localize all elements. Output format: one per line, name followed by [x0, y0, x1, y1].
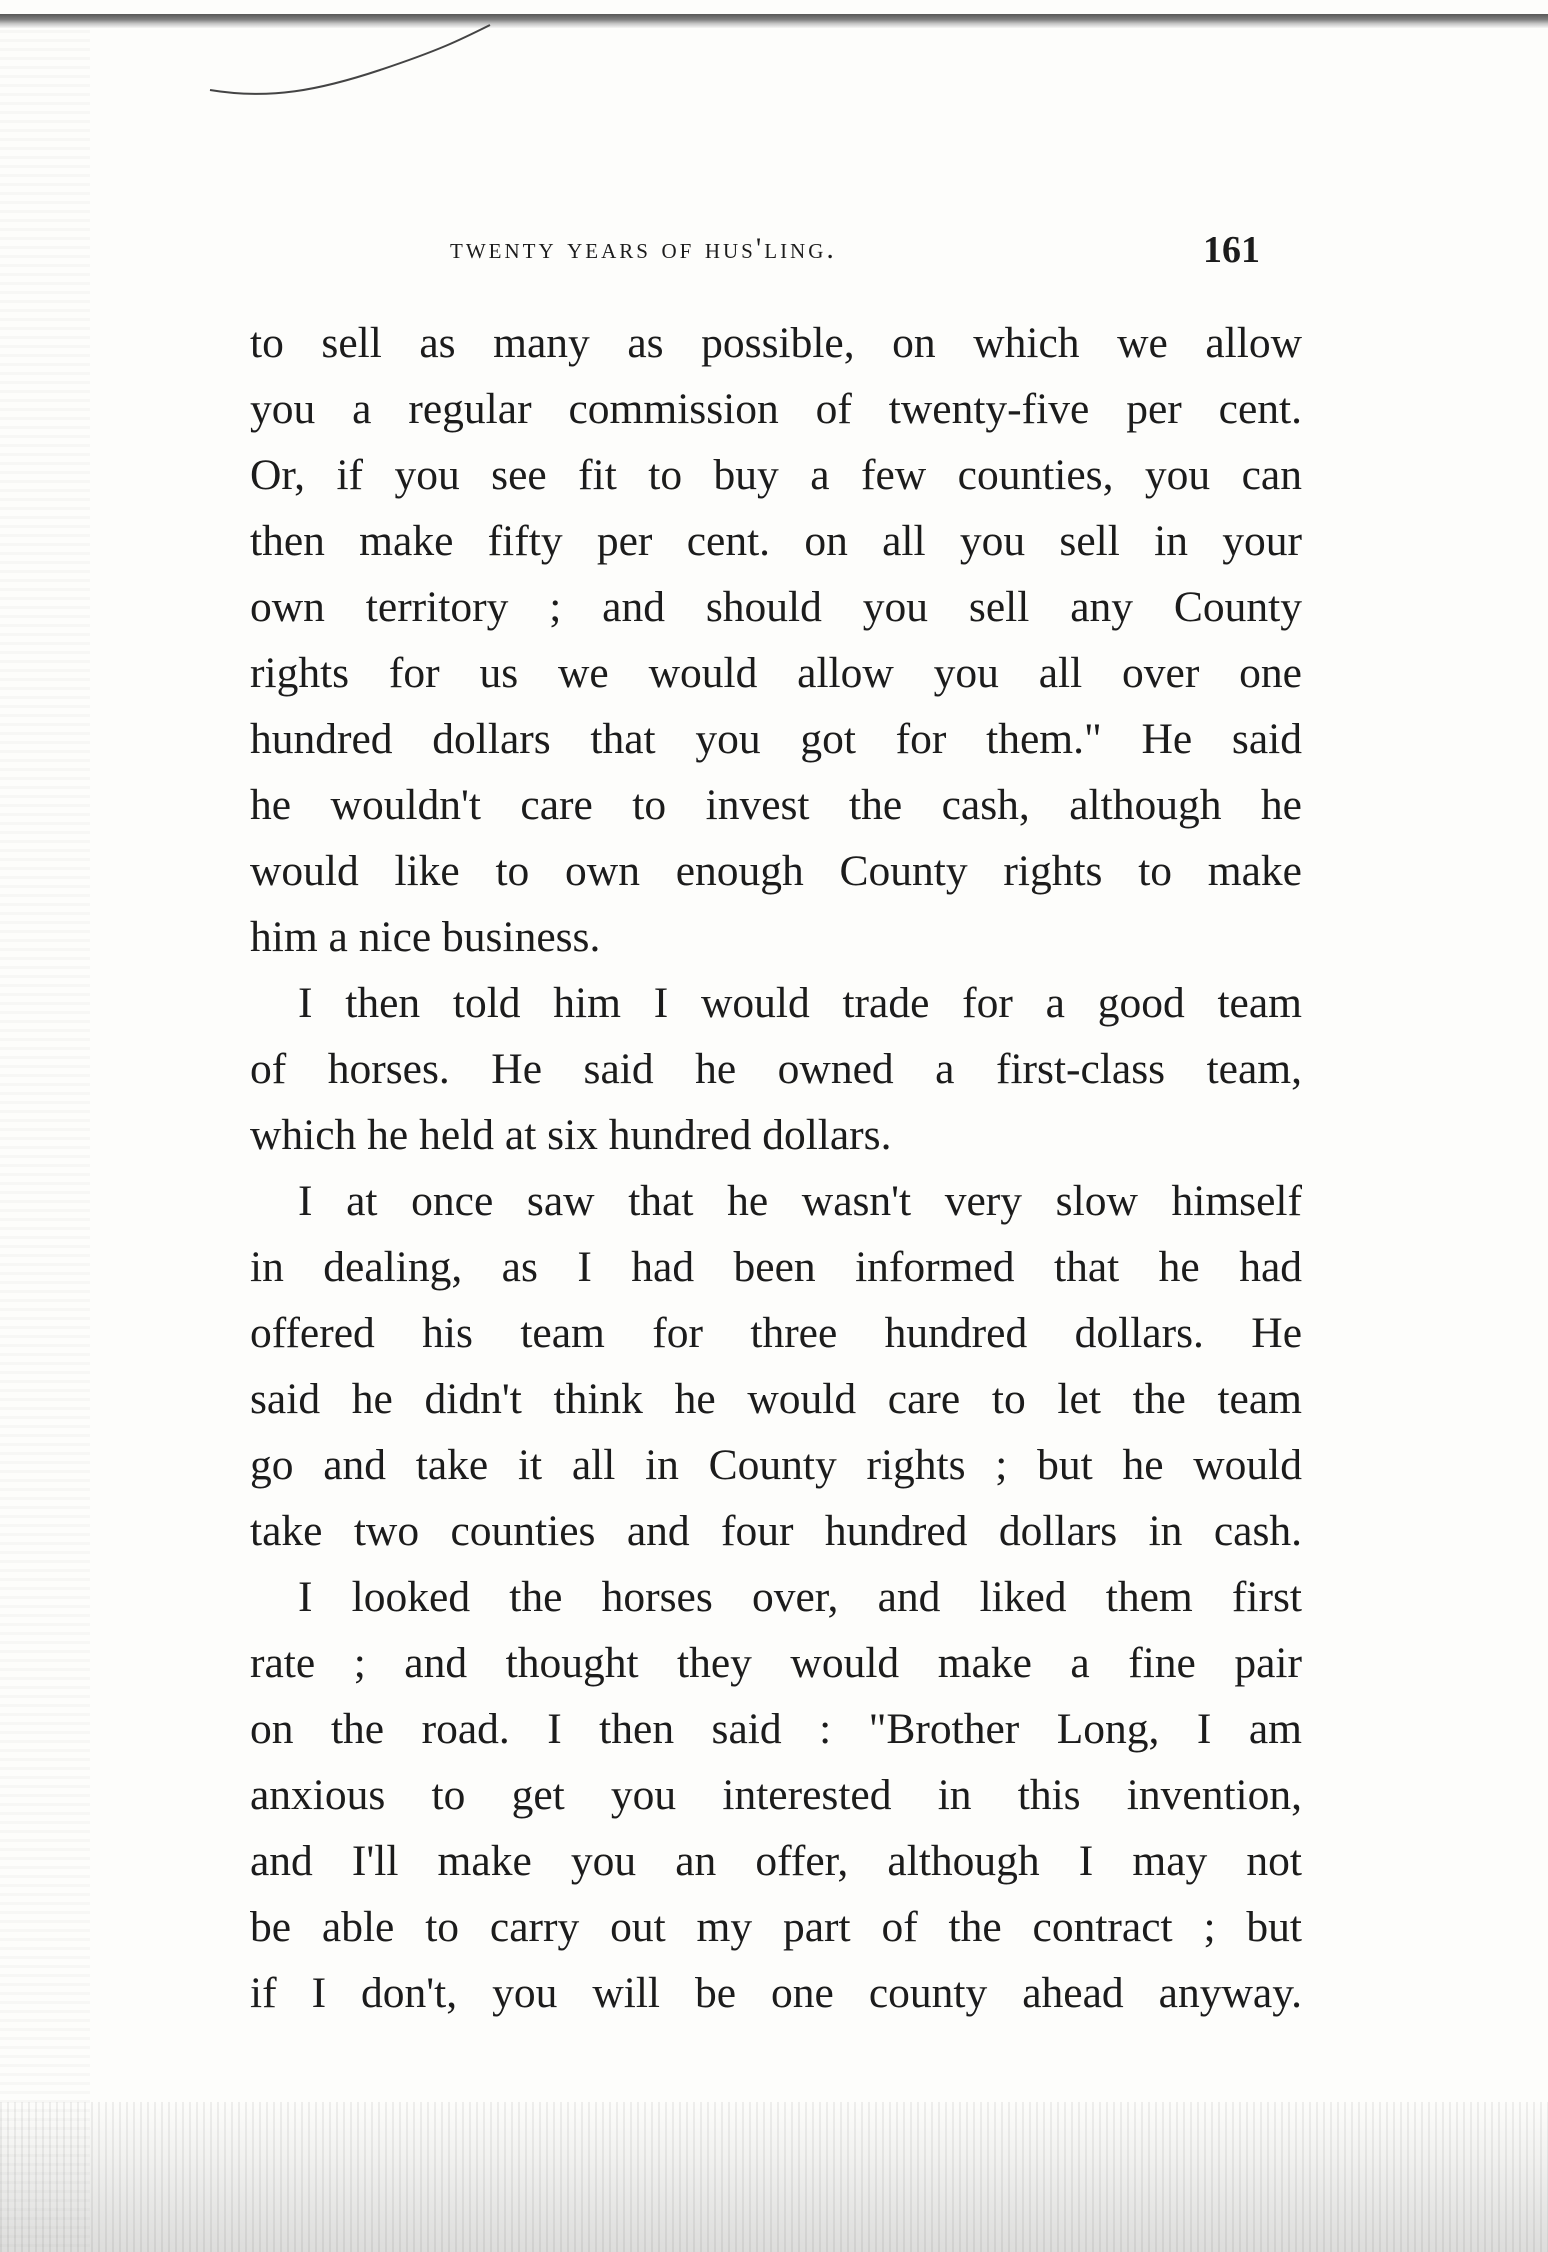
text-line: take two counties and four hundred dollars in cash.	[250, 1507, 1302, 1555]
text-line: you a regular commission of twenty-five per cent.	[250, 385, 1302, 433]
running-head	[250, 229, 1300, 282]
text-line: offered his team for three hundred dollars. He	[250, 1309, 1302, 1357]
text-line: on the road. I then said : "Brother Long, I am	[250, 1705, 1302, 1753]
text-line: if I don't, you will be one county ahead anyway.	[250, 1969, 1302, 2017]
text-line: I then told him I would trade for a good team	[298, 979, 1302, 1027]
scan-left-edge	[0, 30, 90, 2250]
text-line: him a nice business.	[250, 913, 601, 961]
text-line: of horses. He said he owned a first-class team,	[250, 1045, 1302, 1093]
text-line: be able to carry out my part of the contract ; but	[250, 1903, 1302, 1951]
page-number: 161	[1203, 229, 1260, 271]
text-line: to sell as many as possible, on which we allow	[250, 319, 1302, 367]
text-line: rights for us we would allow you all over one	[250, 649, 1302, 697]
text-line: I looked the horses over, and liked them first	[298, 1573, 1302, 1621]
text-line: then make fifty per cent. on all you sell in your	[250, 517, 1302, 565]
text-line: in dealing, as I had been informed that he had	[250, 1243, 1302, 1291]
running-title: twenty years of hus'ling.	[450, 232, 837, 265]
text-line: rate ; and thought they would make a fine pair	[250, 1639, 1302, 1687]
text-line: said he didn't think he would care to let the team	[250, 1375, 1302, 1423]
text-line: hundred dollars that you got for them." He said	[250, 715, 1302, 763]
text-line: would like to own enough County rights to make	[250, 847, 1302, 895]
body-text	[250, 310, 1302, 2026]
text-line: own territory ; and should you sell any County	[250, 583, 1302, 631]
text-line: which he held at six hundred dollars.	[250, 1111, 892, 1159]
text-line: he wouldn't care to invest the cash, although he	[250, 781, 1302, 829]
scan-bottom-edge	[0, 2102, 1548, 2252]
text-line: and I'll make you an offer, although I may not	[250, 1837, 1302, 1885]
text-line: anxious to get you interested in this invention,	[250, 1771, 1302, 1819]
text-line: I at once saw that he wasn't very slow himself	[298, 1177, 1302, 1225]
pencil-mark	[200, 20, 500, 110]
text-line: go and take it all in County rights ; but he would	[250, 1441, 1302, 1489]
text-line: Or, if you see fit to buy a few counties, you can	[250, 451, 1302, 499]
